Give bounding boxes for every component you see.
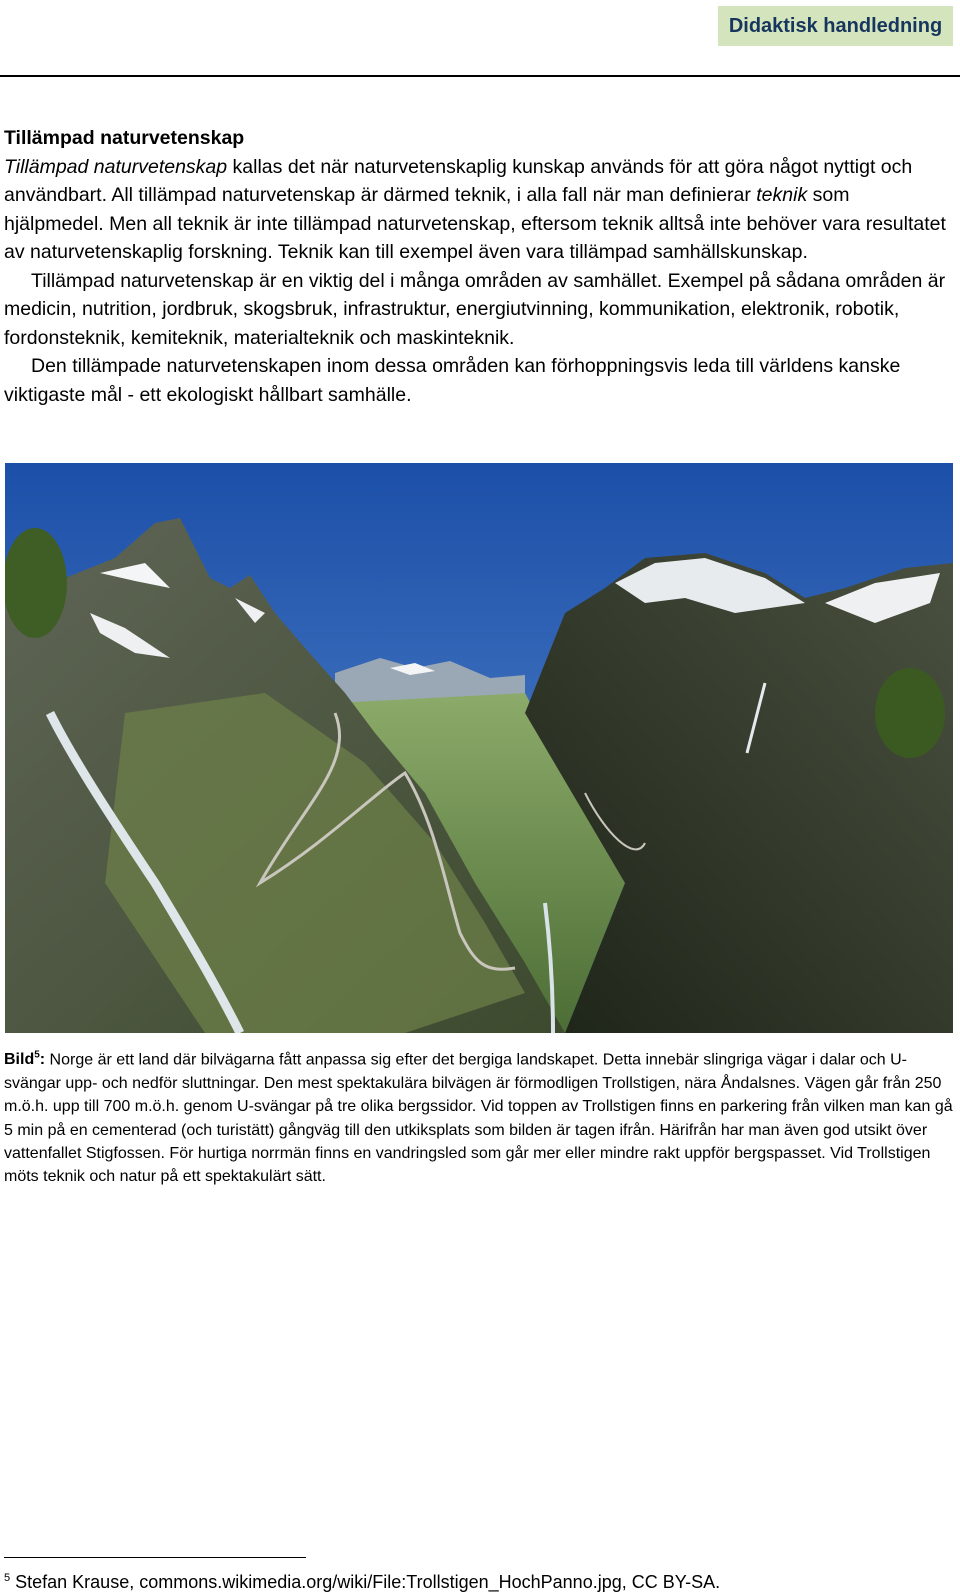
caption-footnote-ref: 5 (34, 1050, 40, 1061)
caption-label (4, 1051, 45, 1068)
definition-text-b: som hjälpmedel. Men all teknik är inte tillämpad naturvetenskap, eftersom teknik alltså inte behöver vara resultatet av naturvetenskaplig forskning. Teknik kan till exempel även vara tillämpad samhällskunskap. (4, 184, 946, 263)
footnote-text: Stefan Krause, commons.wikimedia.org/wiki/File:Trollstigen_HochPanno.jpg, CC BY-SA. (10, 1572, 721, 1592)
caption-text: Norge är ett land där bilvägarna fått anpassa sig efter det bergiga landskapet. Detta innebär slingriga vägar i dalar och U-svängar upp- och nedför sluttningar. Den mest spektakulära bilvägen är förmodligen Trollstigen, nära Åndalsnes. Vägen går från 250 m.ö.h. upp till 700 m.ö.h. genom U-svängar på tre olika bergssidor. Vid toppen av Trollstigen finns en parkering från vilken man kan gå 5 min på en cementerad (och turistätt) gångväg till den utkiksplats som bilden är tagen ifrån. Härifrån har man även god utsikt över vattenfallet Stigfossen. För hurtiga norrmän finns en vandringsled som går mer eller mindre rakt uppför bergspasset. Vid Trollstigen möts teknik och natur på ett spektakulärt sätt. (4, 1051, 953, 1186)
header-divider (0, 75, 960, 77)
figure-caption (4, 1044, 956, 1189)
paragraph-examples: Tillämpad naturvetenskap är en viktig del i många områden av samhället. Exempel på sådana områden är medicin, nutrition, jordbruk, skogsbruk, infrastruktur, energiutvinning, kommunikation, elektronik, robotik, fordonsteknik, kemiteknik, materialteknik och maskinteknik. (4, 269, 946, 349)
footnote (4, 1567, 720, 1593)
document-tag: Didaktisk handledning (718, 6, 953, 46)
section-heading: Tillämpad naturvetenskap (4, 127, 245, 149)
paragraph-definition (4, 153, 954, 267)
emphasized-term: teknik (756, 184, 808, 206)
trollstigen-photo (5, 463, 953, 1033)
mountain-landscape-illustration (5, 463, 953, 1033)
defined-term: Tillämpad naturvetenskap (4, 155, 228, 178)
caption-label-colon: : (39, 1051, 46, 1069)
definition-text-a: kallas det när naturvetenskaplig kunskap används för att göra något nyttigt och användbart. All tillämpad naturvetenskap är därmed teknik, i alla fall när man definierar (4, 155, 913, 206)
footnote-number: 5 (4, 1572, 11, 1584)
caption-paragraph (4, 1044, 956, 1189)
footnote-divider (4, 1557, 306, 1558)
article-body (4, 124, 954, 409)
caption-label-text: Bild (4, 1051, 35, 1069)
paragraph-conclusion: Den tillämpade naturvetenskapen inom dessa områden kan förhoppningsvis leda till världens kanske viktigaste mål - ett ekologiskt hållbart samhälle. (4, 355, 901, 406)
